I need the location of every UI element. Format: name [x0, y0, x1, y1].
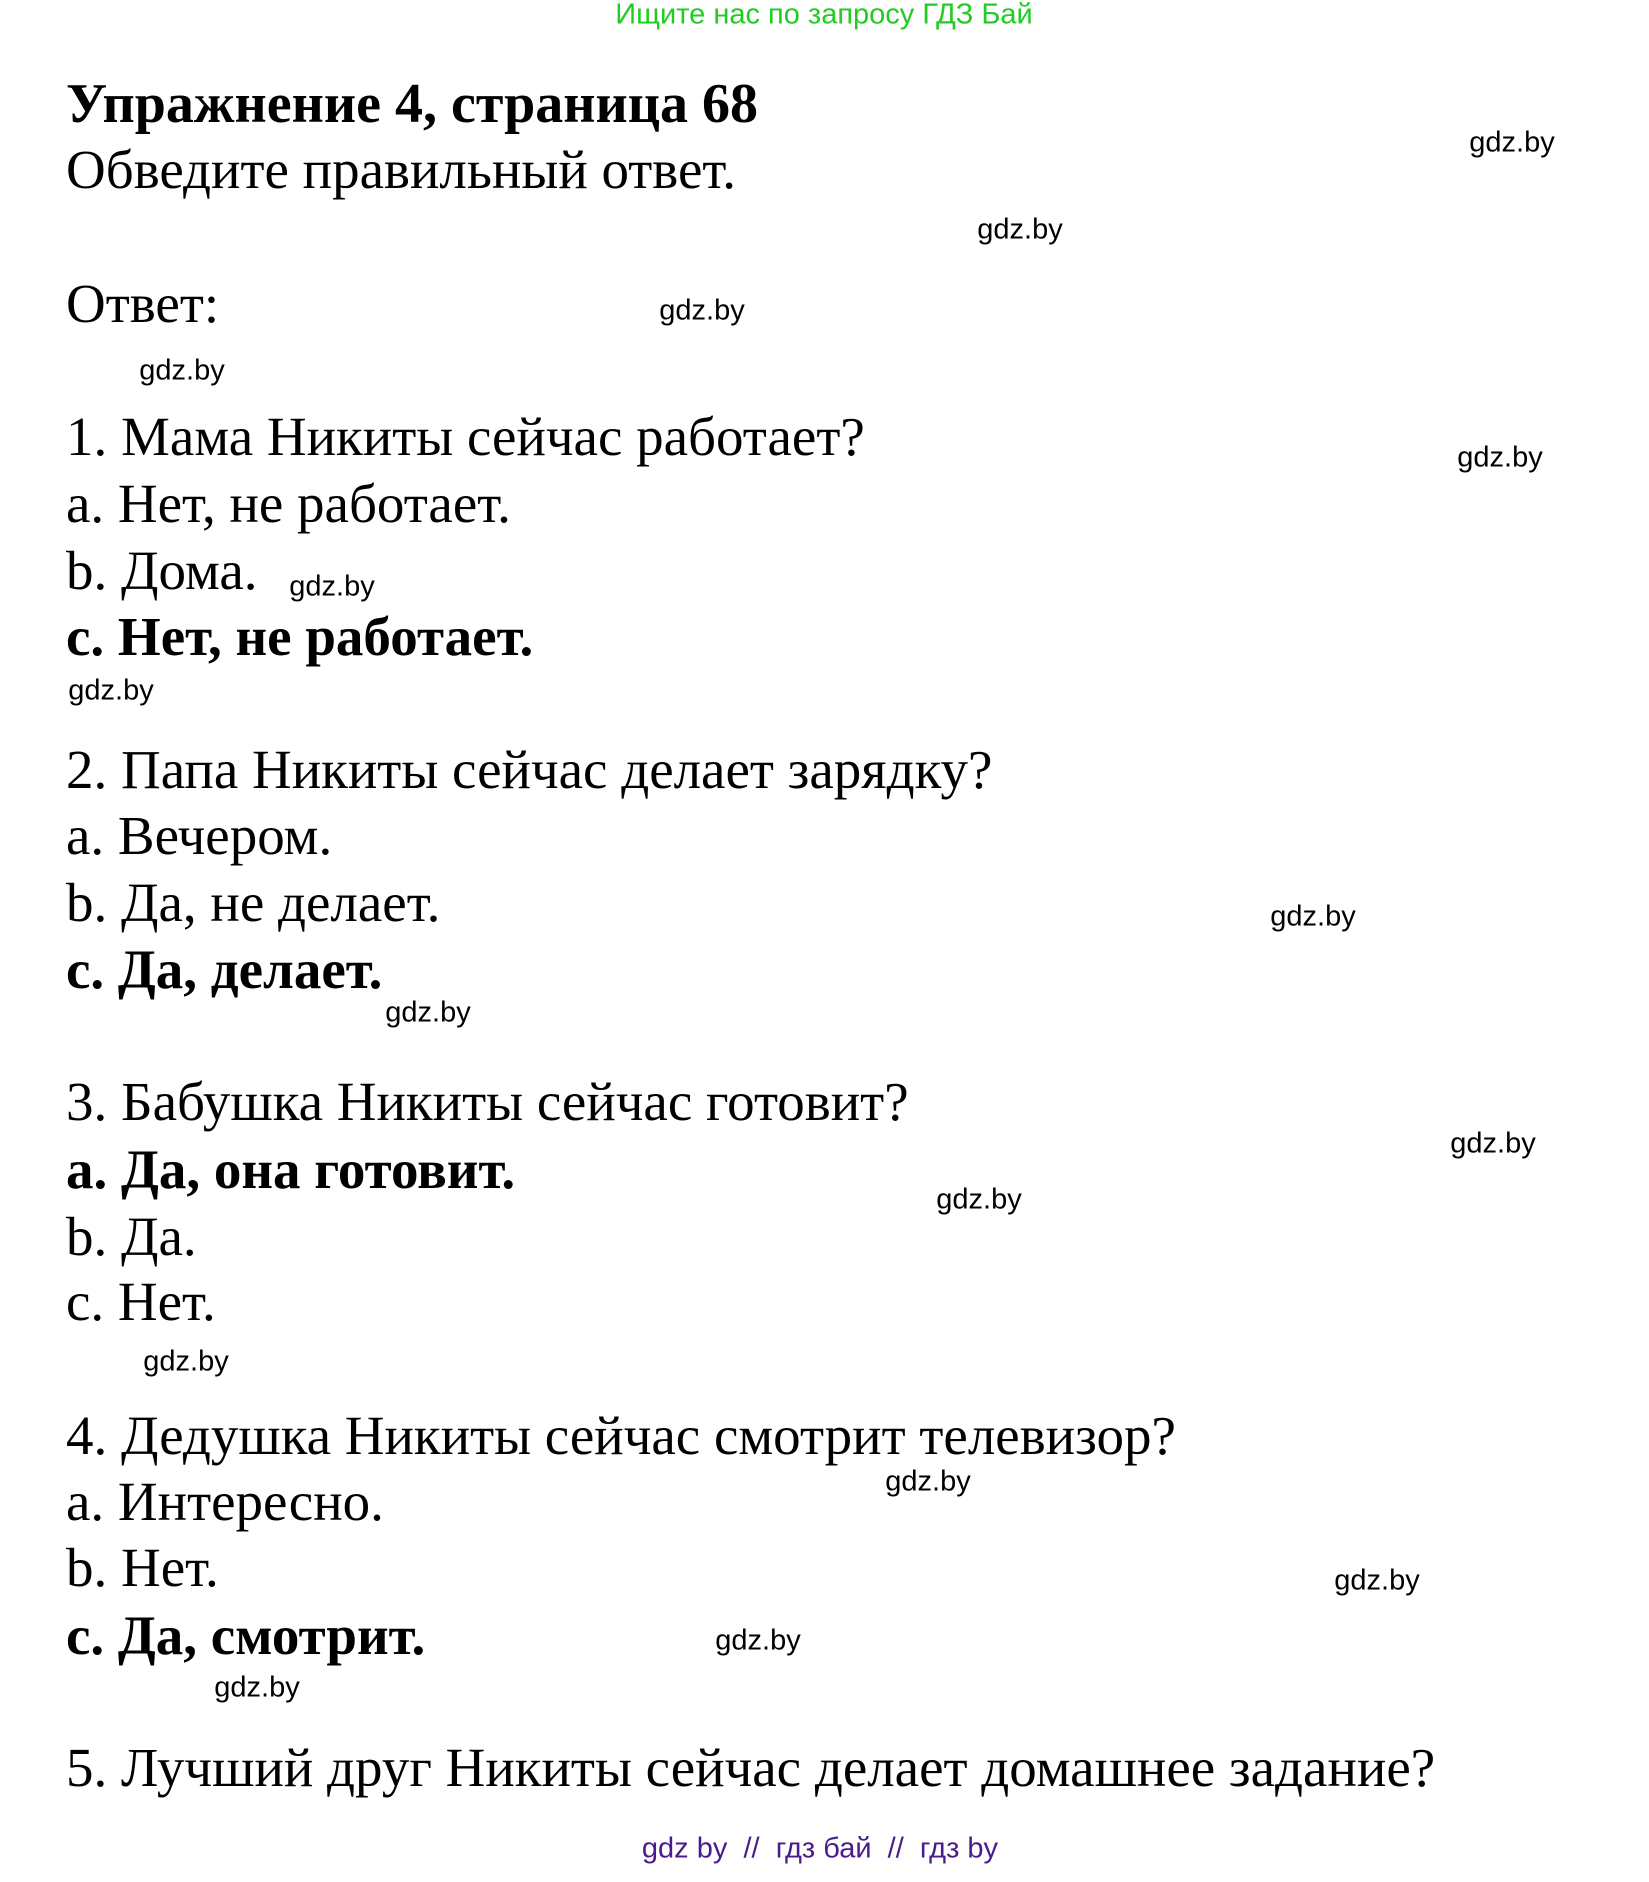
watermark: gdz.by — [659, 294, 745, 327]
question-4: 4. Дедушка Никиты сейчас смотрит телевизор? — [66, 1405, 1176, 1466]
question-5: 5. Лучший друг Никиты сейчас делает домашнее задание? — [66, 1737, 1436, 1798]
option-2c-correct: c. Да, делает. — [66, 939, 383, 1000]
watermark: gdz.by — [289, 570, 375, 603]
option-3a-correct: a. Да, она готовит. — [66, 1139, 516, 1200]
answer-label: Ответ: — [66, 273, 220, 334]
question-2: 2. Папа Никиты сейчас делает зарядку? — [66, 739, 993, 800]
watermark: gdz.by — [143, 1345, 229, 1378]
watermark: gdz.by — [885, 1465, 971, 1498]
watermark: gdz.by — [385, 996, 471, 1029]
watermark: gdz.by — [936, 1183, 1022, 1216]
page-title: Упражнение 4, страница 68 — [66, 73, 759, 135]
footer-links: gdz by // гдз бай // гдз by — [641, 1832, 999, 1865]
watermark: gdz.by — [1270, 900, 1356, 933]
option-1b: b. Дома. — [66, 540, 258, 601]
option-4b: b. Нет. — [66, 1537, 219, 1598]
watermark: gdz.by — [1334, 1564, 1420, 1597]
watermark: gdz.by — [1457, 441, 1543, 474]
option-4a: a. Интересно. — [66, 1471, 384, 1532]
option-3c: c. Нет. — [66, 1271, 216, 1332]
option-3b: b. Да. — [66, 1206, 197, 1267]
watermark: gdz.by — [715, 1624, 801, 1657]
question-1: 1. Мама Никиты сейчас работает? — [66, 406, 865, 467]
option-1c-correct: c. Нет, не работает. — [66, 606, 534, 667]
option-4c-correct: c. Да, смотрит. — [66, 1605, 426, 1666]
question-3: 3. Бабушка Никиты сейчас готовит? — [66, 1071, 909, 1132]
option-2b: b. Да, не делает. — [66, 872, 441, 933]
option-2a: a. Вечером. — [66, 805, 333, 866]
watermark: gdz.by — [68, 674, 154, 707]
watermark: gdz.by — [977, 213, 1063, 246]
instruction: Обведите правильный ответ. — [66, 139, 737, 200]
watermark: gdz.by — [1469, 126, 1555, 159]
search-banner: Ищите нас по запросу ГДЗ Бай — [615, 0, 1033, 31]
watermark: gdz.by — [139, 354, 225, 387]
watermark: gdz.by — [1450, 1127, 1536, 1160]
watermark: gdz.by — [214, 1671, 300, 1704]
option-1a: a. Нет, не работает. — [66, 473, 511, 534]
